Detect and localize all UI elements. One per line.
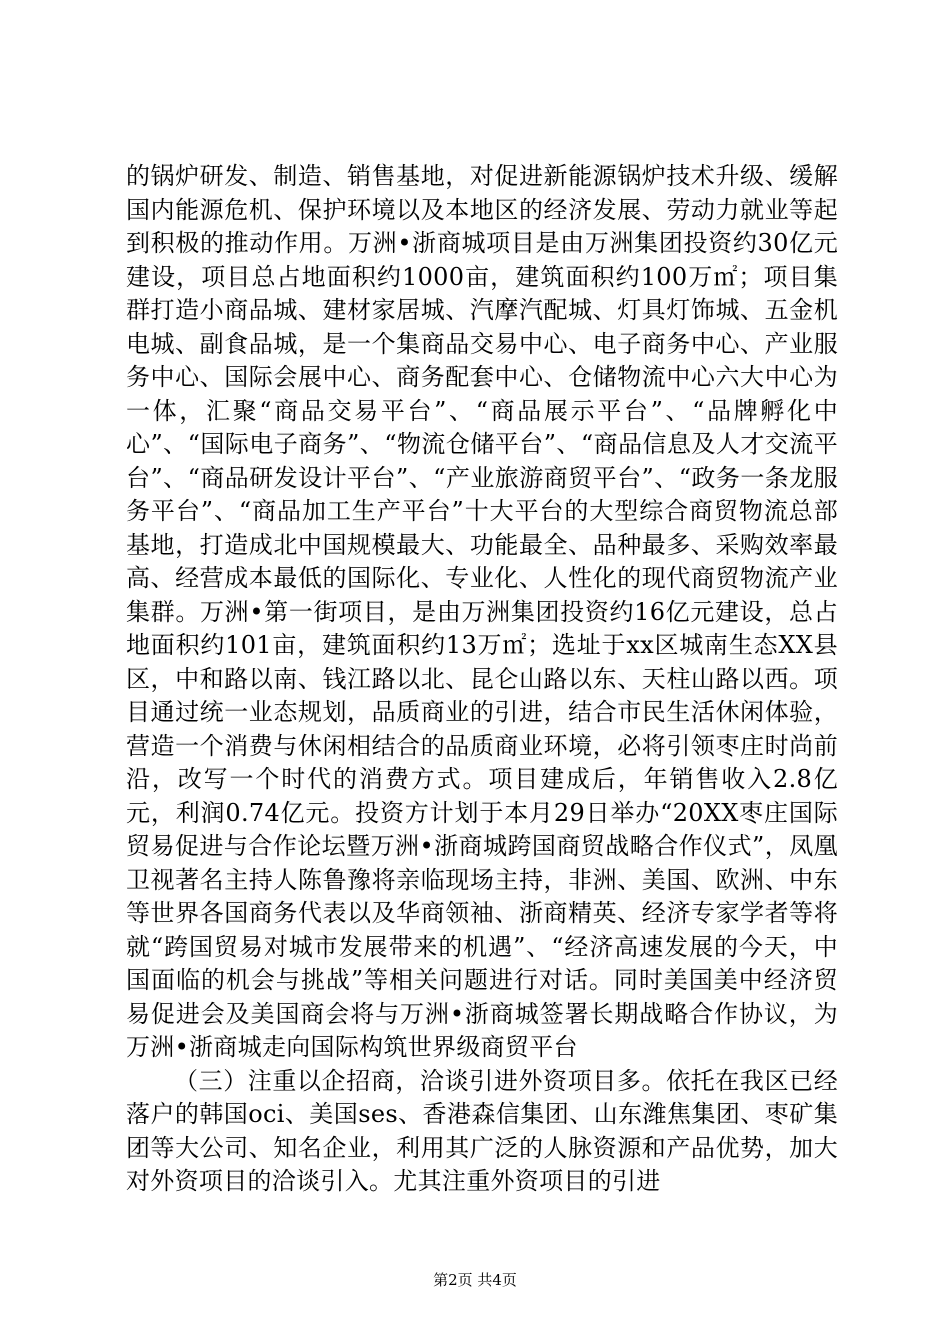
paragraph-enterprise-attraction: （三）注重以企招商，洽谈引进外资项目多。依托在我区已经落户的韩国oci、美国ses、香港森信集团、山东潍焦集团、枣矿集团等大公司、知名企业，利用其广泛的人脉资源和产品优势，加大对外资项目的洽谈引入。尤其注重外资项目的引进 <box>126 1066 838 1195</box>
page-number-footer: 第2页 共4页 <box>433 1271 517 1289</box>
document-body <box>126 160 838 1199</box>
paragraph-investment-projects: 的锅炉研发、制造、销售基地，对促进新能源锅炉技术升级、缓解国内能源危机、保护环境以及本地区的经济发展、劳动力就业等起到积极的推动作用。万洲•浙商城项目是由万洲集团投资约30亿元建设，项目总占地面积约1000亩，建筑面积约100万㎡；项目集群打造小商品城、建材家居城、汽摩汽配城、灯具灯饰城、五金机电城、副食品城，是一个集商品交易中心、电子商务中心、产业服务中心、国际会展中心、商务配套中心、仓储物流中心六大中心为一体，汇聚“商品交易平台”、“商品展示平台”、“品牌孵化中心”、“国际电子商务”、“物流仓储平台”、“商品信息及人才交流平台”、“商品研发设计平台”、“产业旅游商贸平台”、“政务一条龙服务平台”、“商品加工生产平台”十大平台的大型综合商贸物流总部基地，打造成北中国规模最大、功能最全、品种最多、采购效率最高、经营成本最低的国际化、专业化、人性化的现代商贸物流产业集群。万洲•第一街项目，是由万洲集团投资约16亿元建设，总占地面积约101亩，建筑面积约13万㎡；选址于xx区城南生态XX县区，中和路以南、钱江路以北、昆仑山路以东、天柱山路以西。项目通过统一业态规划，品质商业的引进，结合市民生活休闲体验，营造一个消费与休闲相结合的品质商业环境，必将引领枣庄时尚前沿，改写一个时代的消费方式。项目建成后，年销售收入2.8亿元，利润0.74亿元。投资方计划于本月29日举办“20XX枣庄国际贸易促进与合作论坛暨万洲•浙商城跨国商贸战略合作仪式”，凤凰卫视著名主持人陈鲁豫将亲临现场主持，非洲、美国、欧洲、中东等世界各国商务代表以及华商领袖、浙商精英、经济专家学者等将就“跨国贸易对城市发展带来的机遇”、“经济高速发展的今天，中国面临的机会与挑战”等相关问题进行对话。同时美国美中经济贸易促进会及美国商会将与万洲•浙商城签署长期战略合作协议，为万洲•浙商城走向国际构筑世界级商贸平台 <box>126 162 838 1061</box>
